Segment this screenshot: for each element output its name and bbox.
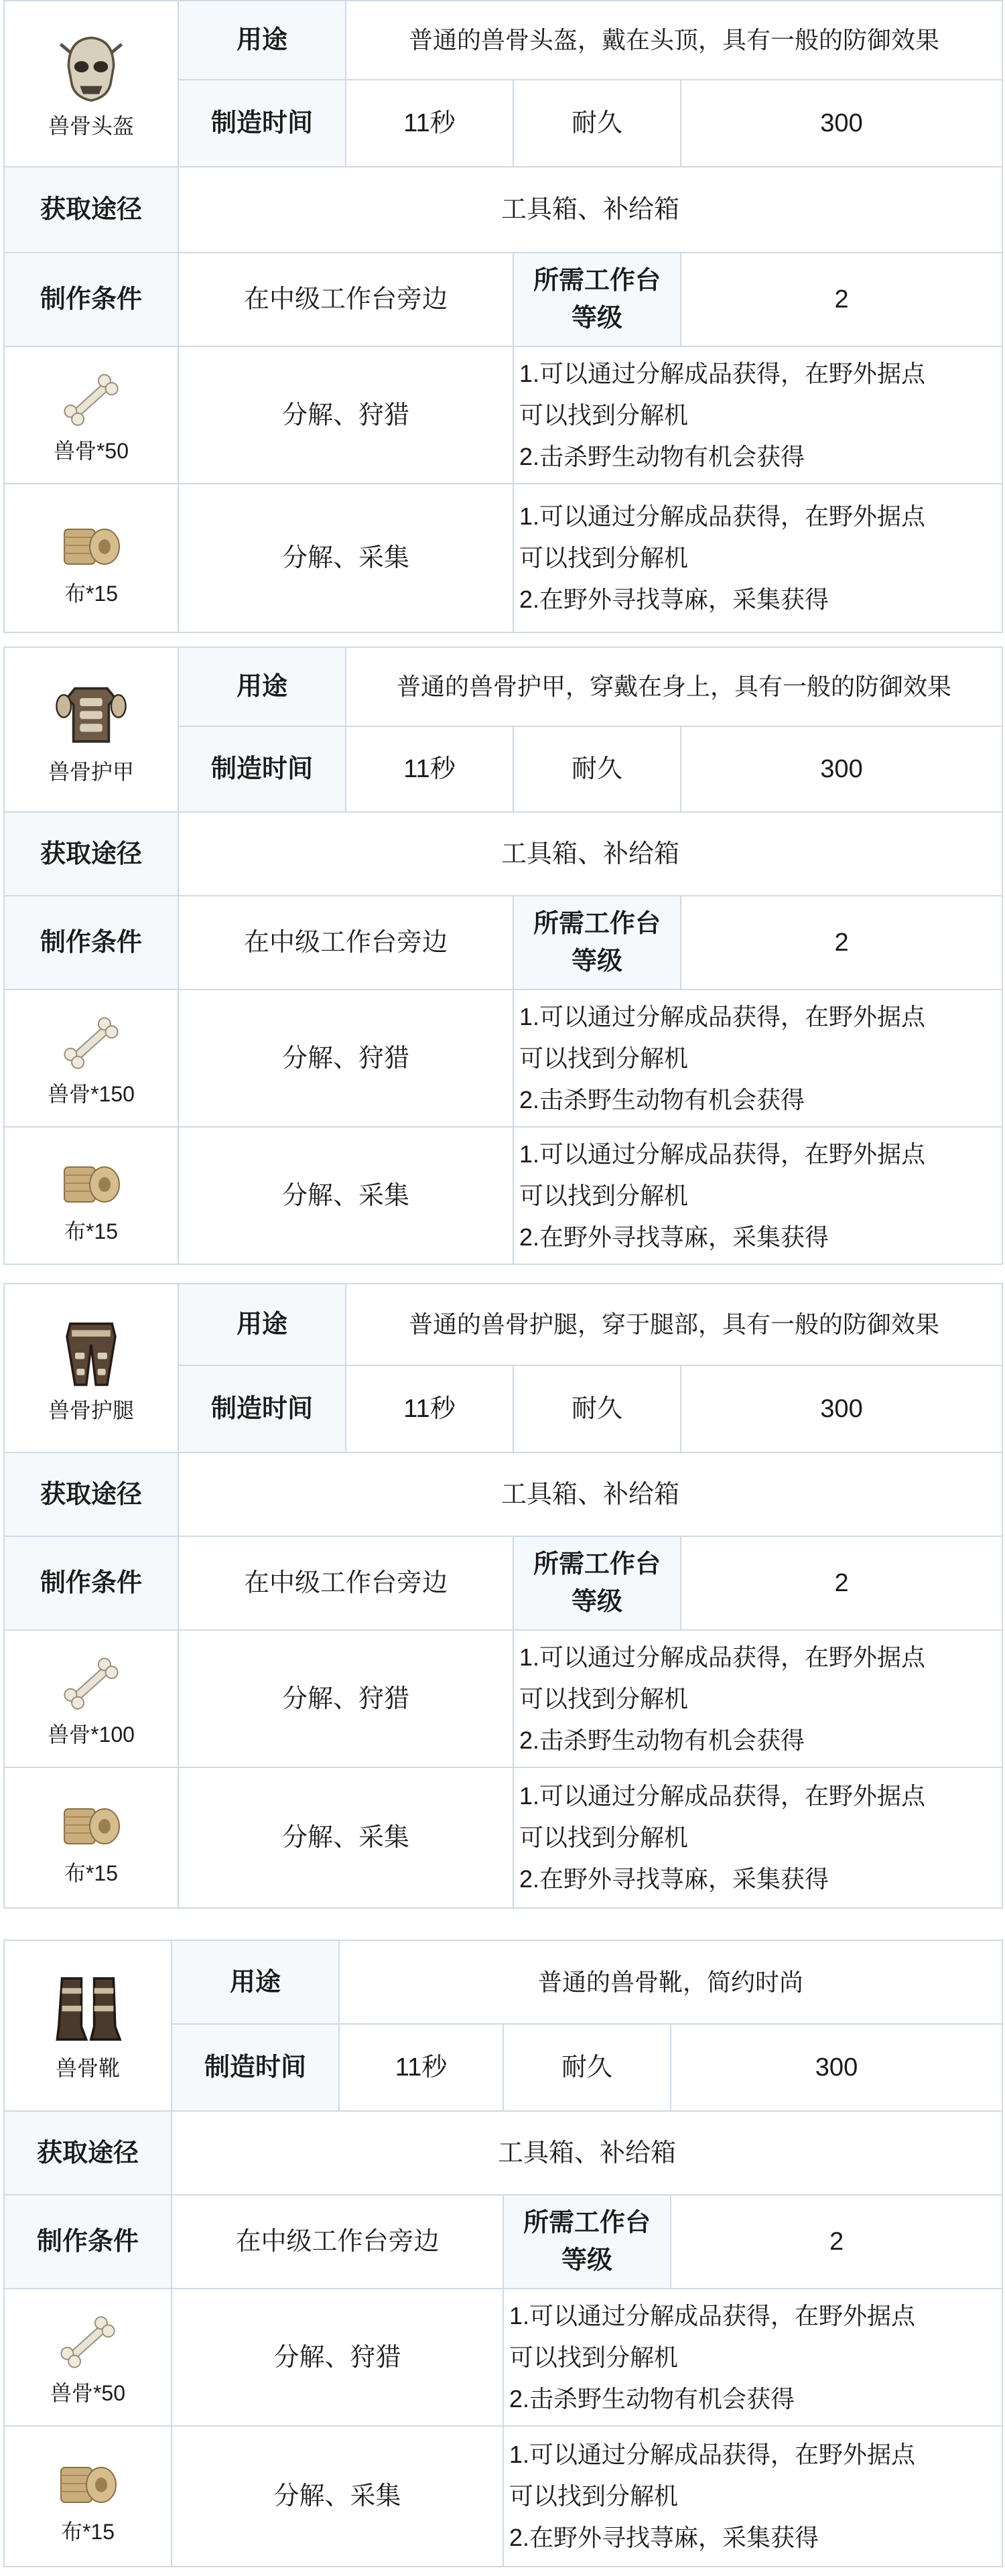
bone-icon	[54, 2309, 121, 2376]
source-value: 工具箱、补给箱	[178, 812, 1002, 896]
note-line: 1.可以通过分解成品获得，在野外据点	[519, 502, 926, 530]
bone-leggings-icon	[51, 1312, 131, 1393]
item-name: 兽骨护甲	[48, 760, 134, 784]
bench-level-label-line2: 等级	[571, 304, 622, 332]
bench-level-value: 2	[681, 1536, 1002, 1630]
bench-level-label-line2: 等级	[571, 1588, 622, 1616]
material-note	[503, 2426, 1002, 2567]
material-note	[513, 1630, 1002, 1767]
note-line: 2.在野外寻找荨麻，采集获得	[519, 586, 829, 613]
note-line: 1.可以通过分解成品获得，在野外据点	[509, 2441, 916, 2468]
material-note	[513, 1127, 1002, 1264]
cloth-icon	[54, 2447, 121, 2514]
item-icon-cell	[4, 1940, 172, 2111]
durability-value: 300	[681, 80, 1002, 167]
bench-level-label-line1: 所需工作台	[523, 2209, 651, 2237]
bone-armor-icon	[51, 674, 131, 754]
condition-value: 在中级工作台旁边	[172, 2195, 503, 2289]
note-line: 2.击杀野生动物有机会获得	[519, 442, 805, 470]
bone-icon	[58, 366, 125, 433]
cloth-icon	[58, 1147, 125, 1214]
item-name: 兽骨靴	[55, 2055, 120, 2080]
time-value: 11秒	[339, 2024, 503, 2111]
material-icon-cell	[4, 1127, 178, 1264]
material-icon-cell	[4, 1767, 178, 1908]
item-name: 兽骨护腿	[48, 1398, 134, 1422]
item-table	[3, 0, 1003, 633]
use-value: 普通的兽骨头盔，戴在头顶，具有一般的防御效果	[346, 1, 1002, 80]
source-value: 工具箱、补给箱	[172, 2111, 1002, 2195]
material-caption: 兽骨*150	[48, 1081, 135, 1106]
source-value: 工具箱、补给箱	[178, 167, 1002, 253]
material-method: 分解、采集	[178, 1767, 513, 1908]
note-line: 可以找到分解机	[509, 2482, 679, 2510]
note-line: 可以找到分解机	[519, 1044, 689, 1072]
use-label: 用途	[178, 1284, 346, 1365]
item-card-bone-helmet	[3, 0, 1002, 633]
note-line: 可以找到分解机	[519, 1684, 689, 1712]
cloth-icon	[58, 509, 125, 576]
note-line: 1.可以通过分解成品获得，在野外据点	[519, 1002, 926, 1030]
material-note	[503, 2289, 1002, 2426]
material-icon-cell	[4, 484, 178, 632]
source-value: 工具箱、补给箱	[178, 1452, 1002, 1536]
condition-label: 制作条件	[4, 253, 178, 346]
material-icon-cell	[4, 346, 178, 484]
condition-label: 制作条件	[4, 896, 178, 990]
use-value: 普通的兽骨靴，简约时尚	[339, 1940, 1002, 2024]
item-icon-cell	[4, 1, 178, 167]
use-label: 用途	[172, 1940, 339, 2024]
item-icon-cell	[4, 647, 178, 812]
note-line: 1.可以通过分解成品获得，在野外据点	[519, 1140, 926, 1168]
note-line: 可以找到分解机	[509, 2343, 679, 2371]
bench-level-label	[513, 896, 681, 990]
durability-value: 300	[681, 1365, 1002, 1452]
bench-level-label-line1: 所需工作台	[533, 910, 661, 938]
material-method: 分解、狩猎	[178, 1630, 513, 1767]
material-method: 分解、采集	[178, 1127, 513, 1264]
durability-label: 耐久	[503, 2024, 671, 2111]
bench-level-label	[513, 1536, 681, 1630]
condition-value: 在中级工作台旁边	[178, 1536, 513, 1630]
item-card-bone-leggings	[3, 1283, 1002, 1909]
item-card-bone-boots	[3, 1940, 1002, 2567]
time-label: 制造时间	[178, 726, 346, 812]
note-line: 2.击杀野生动物有机会获得	[519, 1726, 805, 1754]
material-method: 分解、狩猎	[178, 346, 513, 484]
note-line: 1.可以通过分解成品获得，在野外据点	[519, 1643, 926, 1671]
material-note	[513, 990, 1002, 1127]
note-line: 2.在野外寻找荨麻，采集获得	[519, 1223, 829, 1251]
source-label: 获取途径	[4, 1452, 178, 1536]
material-method: 分解、采集	[172, 2426, 503, 2567]
item-icon-cell	[4, 1284, 178, 1452]
note-line: 可以找到分解机	[519, 401, 689, 429]
material-caption: 布*15	[64, 1861, 119, 1885]
bench-level-label-line2: 等级	[571, 947, 622, 975]
material-caption: 布*15	[60, 2520, 115, 2544]
note-line: 1.可以通过分解成品获得，在野外据点	[519, 359, 926, 387]
time-value: 11秒	[346, 726, 513, 812]
note-line: 可以找到分解机	[519, 544, 689, 571]
material-method: 分解、狩猎	[172, 2289, 503, 2426]
note-line: 1.可以通过分解成品获得，在野外据点	[519, 1782, 926, 1810]
time-label: 制造时间	[178, 1365, 346, 1452]
bone-icon	[58, 1650, 125, 1717]
time-label: 制造时间	[172, 2024, 339, 2111]
material-note	[513, 484, 1002, 632]
material-method: 分解、采集	[178, 484, 513, 632]
item-name: 兽骨头盔	[48, 114, 134, 138]
condition-label: 制作条件	[4, 2195, 172, 2289]
bench-level-label	[513, 253, 681, 346]
bench-level-value: 2	[681, 253, 1002, 346]
source-label: 获取途径	[4, 2111, 172, 2195]
condition-value: 在中级工作台旁边	[178, 896, 513, 990]
note-line: 2.在野外寻找荨麻，采集获得	[519, 1865, 829, 1893]
use-label: 用途	[178, 1, 346, 80]
durability-value: 300	[681, 726, 1002, 812]
bench-level-label-line1: 所需工作台	[533, 1550, 661, 1578]
bench-level-label-line1: 所需工作台	[533, 267, 661, 295]
condition-label: 制作条件	[4, 1536, 178, 1630]
source-label: 获取途径	[4, 812, 178, 896]
material-caption: 兽骨*50	[50, 2380, 126, 2405]
durability-label: 耐久	[513, 80, 681, 167]
durability-label: 耐久	[513, 1365, 681, 1452]
material-icon-cell	[4, 990, 178, 1127]
material-method: 分解、狩猎	[178, 990, 513, 1127]
note-line: 1.可以通过分解成品获得，在野外据点	[509, 2301, 916, 2329]
bone-boots-icon	[48, 1970, 128, 2051]
use-label: 用途	[178, 647, 346, 726]
item-table	[3, 1283, 1003, 1909]
material-caption: 兽骨*100	[48, 1722, 135, 1747]
note-line: 2.在野外寻找荨麻，采集获得	[509, 2524, 819, 2551]
time-label: 制造时间	[178, 80, 346, 167]
condition-value: 在中级工作台旁边	[178, 253, 513, 346]
material-caption: 兽骨*50	[53, 438, 129, 463]
bench-level-value: 2	[671, 2195, 1002, 2289]
source-label: 获取途径	[4, 167, 178, 253]
material-icon-cell	[4, 2426, 172, 2567]
material-note	[513, 346, 1002, 484]
item-table	[3, 647, 1003, 1265]
cloth-icon	[58, 1789, 125, 1856]
material-icon-cell	[4, 2289, 172, 2426]
note-line: 2.击杀野生动物有机会获得	[519, 1085, 805, 1113]
bench-level-label	[503, 2195, 671, 2289]
item-card-bone-armor	[3, 647, 1002, 1265]
material-note	[513, 1767, 1002, 1908]
use-value: 普通的兽骨护甲，穿戴在身上，具有一般的防御效果	[346, 647, 1002, 726]
bone-helmet-icon	[51, 28, 131, 109]
bone-icon	[58, 1010, 125, 1077]
bench-level-value: 2	[681, 896, 1002, 990]
note-line: 可以找到分解机	[519, 1824, 689, 1851]
durability-value: 300	[671, 2024, 1002, 2111]
time-value: 11秒	[346, 1365, 513, 1452]
bench-level-label-line2: 等级	[561, 2246, 612, 2275]
time-value: 11秒	[346, 80, 513, 167]
durability-label: 耐久	[513, 726, 681, 812]
note-line: 可以找到分解机	[519, 1181, 689, 1209]
material-caption: 布*15	[64, 1219, 119, 1243]
use-value: 普通的兽骨护腿，穿于腿部，具有一般的防御效果	[346, 1284, 1002, 1365]
note-line: 2.击杀野生动物有机会获得	[509, 2384, 795, 2413]
item-table	[3, 1940, 1003, 2567]
material-icon-cell	[4, 1630, 178, 1767]
material-caption: 布*15	[64, 582, 119, 606]
